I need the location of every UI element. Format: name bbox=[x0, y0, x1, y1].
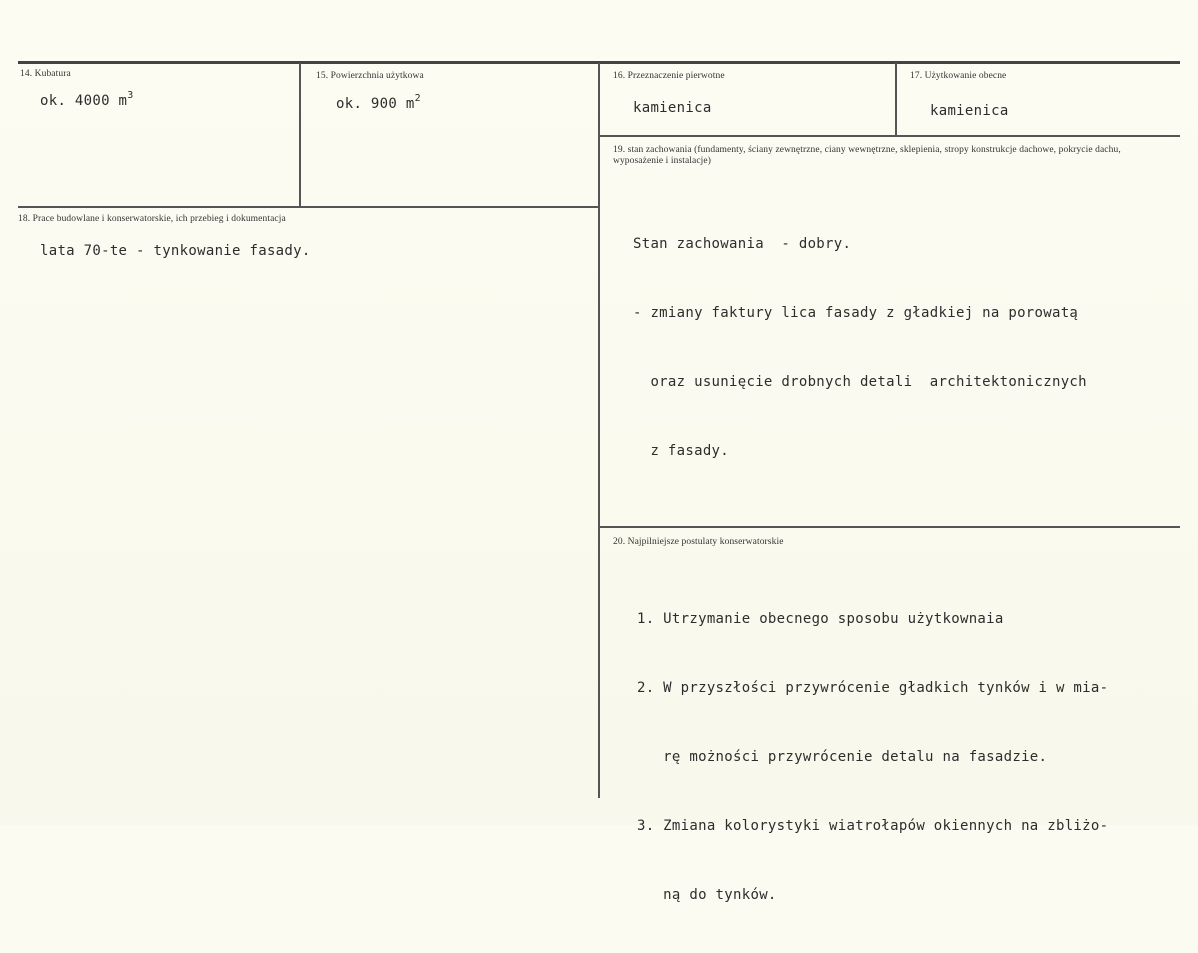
field-15-exponent: 2 bbox=[414, 93, 421, 104]
divider-center bbox=[598, 63, 600, 798]
field-14-label: 14. Kubatura bbox=[20, 69, 71, 79]
row1-rule-right bbox=[600, 135, 1180, 137]
field-20-line: 2. W przyszłości przywrócenie gładkich tynków i w mia- bbox=[637, 680, 1109, 696]
field-20-line: rę możności przywrócenie detalu na fasadzie. bbox=[637, 749, 1048, 765]
field-19-label: 19. stan zachowania (fundamenty, ściany zewnętrzne, ciany wewnętrzne, sklepienia, stropy konstrukcje dachowe, pokrycie dachu, wyposażenie i instalacje) bbox=[613, 145, 1121, 166]
field-19-line: - zmiany faktury lica fasady z gładkiej na porowatą bbox=[633, 305, 1079, 321]
field-20-line: ną do tynków. bbox=[637, 887, 777, 903]
divider-16-17 bbox=[895, 63, 897, 136]
divider-14-15 bbox=[299, 63, 301, 207]
field-14-value-text: ok. 4000 m bbox=[40, 93, 128, 109]
row1-rule-left bbox=[18, 206, 598, 208]
field-20-line: 3. Zmiana kolorystyki wiatrołapów okiennych na zbliżo- bbox=[637, 818, 1109, 834]
field-17-label: 17. Użytkowanie obecne bbox=[910, 71, 1007, 81]
field-15-value-text: ok. 900 m bbox=[336, 96, 415, 112]
field-19-line: oraz usunięcie drobnych detali architektonicznych bbox=[633, 374, 1087, 390]
field-19-line: Stan zachowania - dobry. bbox=[633, 236, 852, 252]
row3-rule-right bbox=[600, 526, 1180, 528]
field-14-exponent: 3 bbox=[127, 90, 134, 101]
field-19-line: z fasady. bbox=[633, 443, 730, 459]
field-17-value: kamienica bbox=[930, 103, 1009, 119]
field-14-value bbox=[40, 90, 134, 109]
field-20-line: 1. Utrzymanie obecnego sposobu użytkownaia bbox=[637, 611, 1004, 627]
field-19-value bbox=[633, 187, 1087, 509]
field-20-label: 20. Najpilniejsze postulaty konserwatorskie bbox=[613, 537, 784, 547]
field-16-value: kamienica bbox=[633, 100, 712, 116]
field-20-value bbox=[637, 562, 1108, 953]
field-16-label: 16. Przeznaczenie pierwotne bbox=[613, 71, 725, 81]
field-18-value: lata 70-te - tynkowanie fasady. bbox=[40, 243, 311, 259]
field-18-label: 18. Prace budowlane i konserwatorskie, ich przebieg i dokumentacja bbox=[18, 214, 286, 224]
field-15-value bbox=[336, 93, 421, 112]
field-15-label: 15. Powierzchnia użytkowa bbox=[316, 71, 424, 81]
